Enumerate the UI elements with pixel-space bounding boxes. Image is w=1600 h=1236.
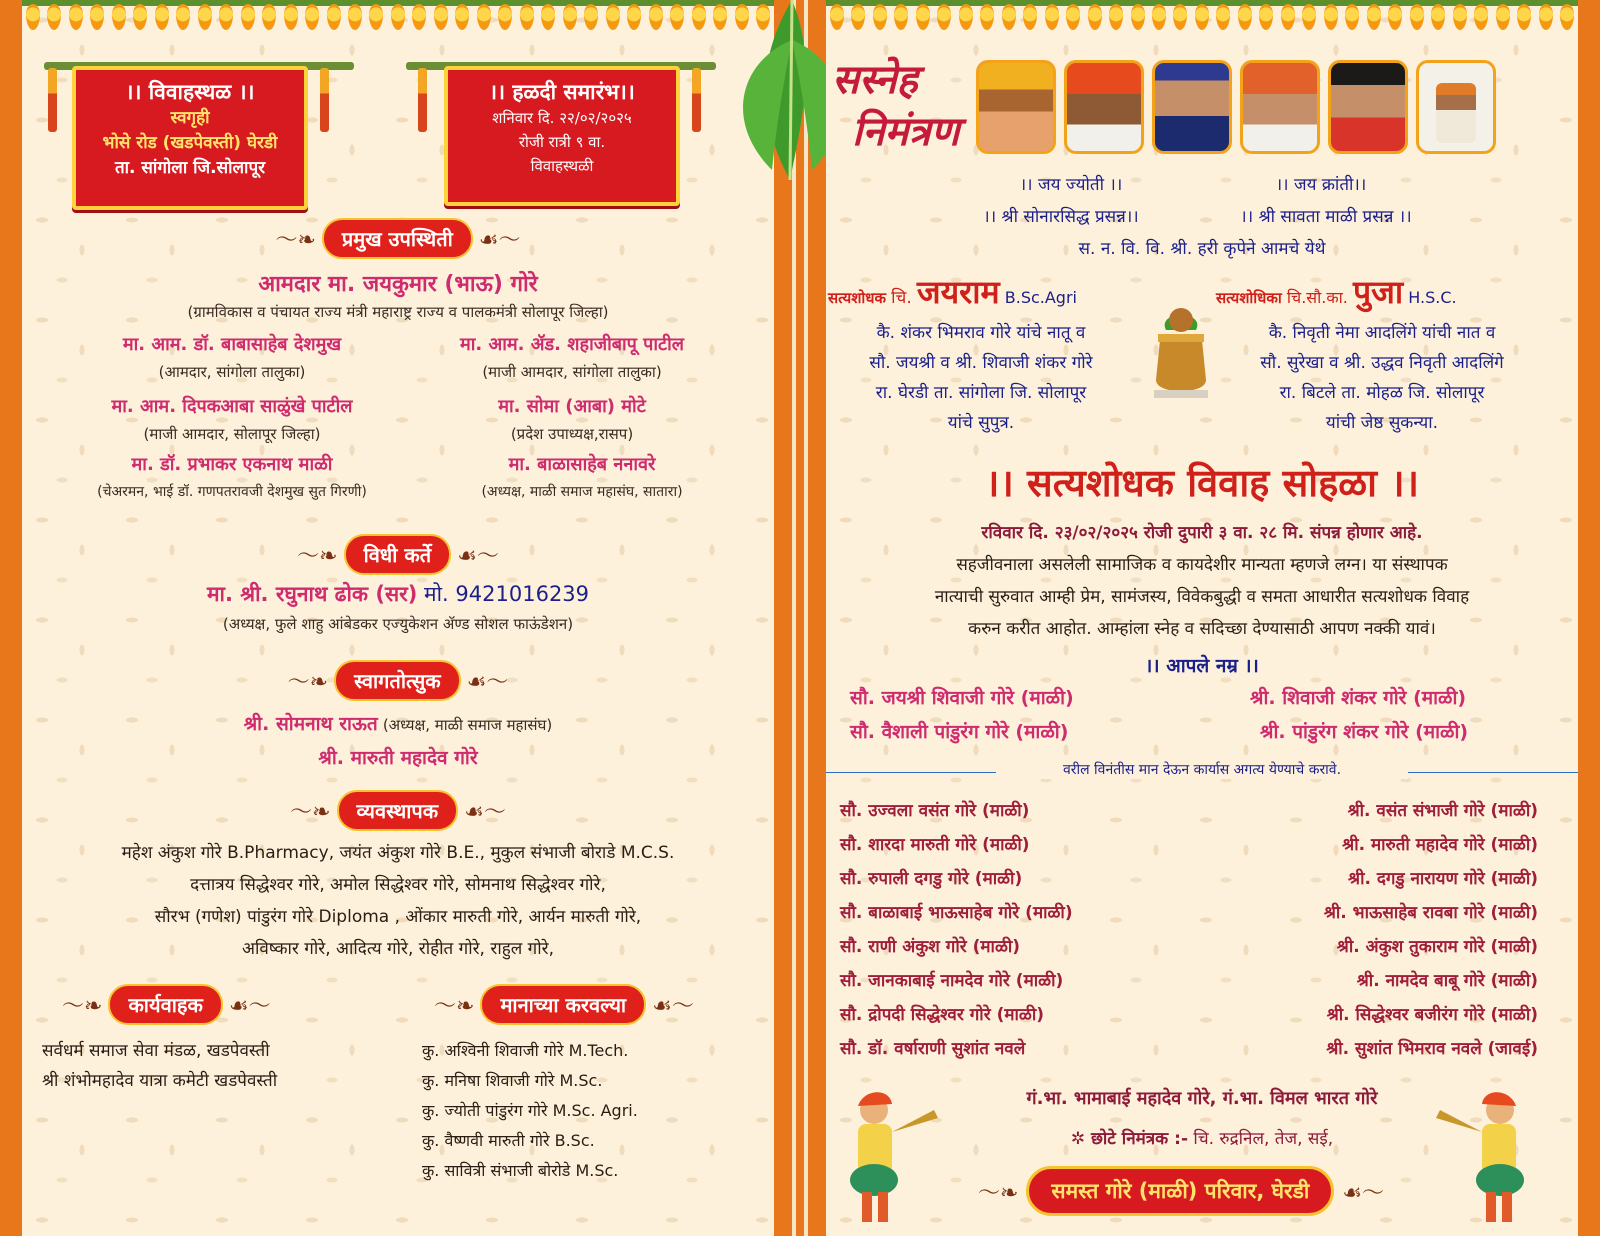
guest-name: मा. बाळासाहेब ननावरे: [508, 454, 656, 475]
mobile-number: 9421016239: [455, 582, 590, 606]
portrait-icon: [976, 60, 1056, 154]
guest-desc: (आमदार, सांगोला तालुका): [158, 363, 306, 381]
portrait-icon: [1328, 60, 1408, 154]
flourish-icon: ☙〜: [464, 800, 506, 825]
sasneh-nimantran-title: [826, 44, 996, 164]
flourish-icon: 〜❧: [434, 994, 475, 1019]
guest-name: मा. आम. ॲड. शहाजीबापू पाटील: [459, 334, 684, 355]
bride-chi: चि.सौ.का.: [1286, 288, 1348, 307]
vidhi-line: [22, 580, 774, 608]
groom-line: यांचे सुपुत्र.: [947, 413, 1015, 433]
marigold-garland: [22, 0, 774, 32]
guest-name: मा. डॉ. प्रभाकर एकनाथ माळी: [131, 454, 333, 475]
list-item: श्री. भाऊसाहेब रावबा गोरे (माळी): [1323, 903, 1538, 923]
flourish-icon: ☙〜: [478, 228, 521, 253]
tassel-icon: [320, 68, 329, 132]
groom-details: [826, 318, 1136, 438]
invocation-line: ।। श्री सोनारसिद्ध प्रसन्न।।: [983, 207, 1139, 227]
closing-family: समस्त गोरे (माळी) परिवार, घेरडी: [1026, 1166, 1334, 1216]
manachya-list: [422, 1036, 752, 1186]
list-item: श्री. सिद्धेश्वर बजीरंग गोरे (माळी): [1326, 1005, 1538, 1025]
namra-name: सौ. वैशाली पांडुरंग गोरे (माळी): [850, 721, 1069, 743]
haldi-line: विवाहस्थळी: [530, 157, 594, 175]
haldi-banner: [444, 66, 680, 206]
para-line: सहजीवनाला असलेली सामाजिक व कायदेशीर मान्यता म्हणजे लग्न। या संस्थापक: [956, 555, 1448, 575]
relatives-left: [840, 794, 1073, 1066]
karyavahak-heading: [62, 984, 271, 1025]
portrait-icon: [1416, 60, 1496, 154]
swagat-line: [22, 710, 774, 736]
chief-guest-desc: (ग्रामविकास व पंचायत राज्य मंत्री महाराष्ट्र राज्य व पालकमंत्री सोलापूर जिल्हा): [187, 303, 609, 321]
list-item: श्री शंभोमहादेव यात्रा कमेटी खडपेवस्ती: [42, 1071, 278, 1091]
bride-prefix: सत्यशोधिका: [1216, 289, 1282, 307]
vidhi-heading: [22, 534, 774, 575]
gbha-line: गं.भा. भामाबाई महादेव गोरे, गं.भा. विमल भारत गोरे: [1026, 1088, 1378, 1109]
bride-line: रा. बिटले ता. मोहळ जि. सोलापूर: [1279, 383, 1485, 403]
karyavahak-list: [42, 1036, 372, 1096]
list-item: सौ. जानकाबाई नामदेव गोरे (माळी): [840, 971, 1064, 991]
flourish-icon: ☙〜: [652, 994, 694, 1019]
haldi-line: रोजी रात्री ९ वा.: [518, 133, 606, 151]
manachya-heading: [434, 984, 694, 1025]
musician-figure-icon: [834, 1080, 944, 1230]
aaple-namra: ।। आपले नम्र ।।: [1145, 655, 1259, 677]
list-item: सौ. बाळाबाई भाऊसाहेब गोरे (माळी): [840, 903, 1073, 923]
left-panel: [22, 0, 774, 1236]
musician-figure-icon: [1430, 1080, 1540, 1230]
bride-name: पुजा: [1352, 273, 1404, 311]
section-heading: प्रमुख उपस्थिती: [322, 218, 473, 259]
bride-line: यांची जेष्ठ सुकन्या.: [1325, 413, 1439, 433]
venue-line: स्वगृही: [170, 108, 210, 128]
flourish-icon: 〜❧: [275, 228, 316, 253]
flourish-icon: 〜❧: [297, 544, 338, 569]
right-panel: [826, 0, 1578, 1236]
vidhi-desc: (अध्यक्ष, फुले शाहु आंबेडकर एज्युकेशन ॲण्ड सोशल फाऊंडेशन): [222, 615, 574, 633]
flourish-icon: 〜❧: [977, 1180, 1019, 1206]
flourish-icon: ☙〜: [1342, 1180, 1385, 1206]
flourish-icon: ☙〜: [228, 994, 271, 1019]
relatives-right: [1324, 794, 1538, 1066]
groom-line: सौ. जयश्री व श्री. शिवाजी शंकर गोरे: [869, 353, 1093, 373]
list-item: कु. सावित्री संभाजी बोरोडे M.Sc.: [422, 1161, 619, 1180]
swagat-desc: (अध्यक्ष, माळी समाज महासंघ): [382, 716, 553, 734]
bride-line: सौ. सुरेखा व श्री. उद्धव निवृती आदलिंगे: [1260, 353, 1504, 373]
chief-guest-name: आमदार मा. जयकुमार (भाऊ) गोरे: [258, 272, 538, 297]
vinanti-line: वरील विनंतीस मान देऊन कार्यास अगत्य येण्याचे करावे.: [996, 760, 1408, 779]
groom-prefix: सत्यशोधक: [828, 289, 887, 307]
groom-heading: [828, 270, 1077, 313]
venue-title: ।। विवाहस्थळ ।।: [125, 80, 255, 104]
tassel-icon: [418, 68, 427, 132]
section-heading: कार्यवाहक: [108, 984, 222, 1025]
section-heading: व्यवस्थापक: [337, 790, 459, 831]
section-heading: स्वागतोत्सुक: [334, 660, 461, 701]
vyavastha-line: दत्तात्रय सिद्धेश्वर गोरे, अमोल सिद्धेश्वर गोरे, सोमनाथ सिद्धेश्वर गोरे,: [190, 875, 606, 895]
list-item: श्री. नामदेव बाबू गोरे (माळी): [1356, 971, 1538, 991]
bride-heading: [1216, 270, 1457, 313]
list-item: श्री. अंकुश तुकाराम गोरे (माळी): [1336, 937, 1538, 957]
list-item: सौ. द्रोपदी सिद्धेश्वर गोरे (माळी): [840, 1005, 1045, 1025]
swagat-heading: [22, 660, 774, 701]
portrait-icon: [1152, 60, 1232, 154]
chhote-names: चि. रुद्रनिल, तेज, सई,: [1193, 1129, 1334, 1149]
namra-name: श्री. पांडुरंग शंकर गोरे (माळी): [1260, 721, 1469, 743]
portrait-icon: [1064, 60, 1144, 154]
flourish-icon: ☙〜: [466, 670, 509, 695]
portrait-icon: [1240, 60, 1320, 154]
list-item: सौ. राणी अंकुश गोरे (माळी): [840, 937, 1021, 957]
chhote-label: ✲ छोटे निमंत्रक :-: [1070, 1129, 1189, 1149]
list-item: कु. अश्विनी शिवाजी गोरे M.Tech.: [422, 1041, 629, 1060]
guest-desc: (अध्यक्ष, माळी समाज महासंघ, सातारा): [481, 484, 683, 500]
guest-name: मा. आम. डॉ. बाबासाहेब देशमुख: [122, 334, 342, 355]
bride-degree: H.S.C.: [1408, 288, 1457, 307]
section-heading: विधी कर्ते: [344, 534, 452, 575]
flourish-icon: 〜❧: [287, 670, 329, 695]
flourish-icon: 〜❧: [290, 800, 331, 825]
guest-desc: (माजी आमदार, सांगोला तालुका): [482, 363, 662, 381]
guest-desc: (प्रदेश उपाध्यक्ष,रासप): [510, 425, 634, 443]
invocation-line: ।। जय ज्योती ।।: [1019, 175, 1123, 195]
guest-desc: (माजी आमदार, सोलापूर जिल्हा): [143, 425, 321, 443]
list-item: सौ. रुपाली दगडु गोरे (माळी): [840, 869, 1023, 889]
guest-desc: (चेअरमन, भाई डॉ. गणपतरावजी देशमुख सुत गिरणी): [97, 484, 367, 500]
list-item: सौ. उज्वला वसंत गोरे (माळी): [840, 801, 1030, 821]
venue-line: भोसे रोड (खडपेवस्ती) घेरडी: [102, 133, 278, 153]
namra-name: श्री. शिवाजी शंकर गोरे (माळी): [1250, 687, 1467, 709]
guest-name: मा. आम. दिपकआबा साळुंखे पाटील: [111, 396, 353, 417]
pramukh-heading: [22, 218, 774, 259]
list-item: श्री. वसंत संभाजी गोरे (माळी): [1347, 801, 1538, 821]
haldi-title: ।। हळदी समारंभ।।: [489, 80, 635, 104]
para-line: करुन करीत आहोत. आम्हांला स्नेह व सदिच्छा देण्यासाठी आपण नक्की यावं।: [968, 619, 1436, 639]
groom-degree: B.Sc.Agri: [1004, 288, 1077, 307]
guest-name: मा. सोमा (आबा) मोटे: [498, 396, 646, 417]
bride-details: [1212, 318, 1552, 438]
namra-name: सौ. जयश्री शिवाजी गोरे (माळी): [850, 687, 1074, 709]
title-word: निमंत्रण: [852, 108, 960, 155]
swagat-name: श्री. सोमनाथ राऊत: [243, 713, 378, 735]
list-item: कु. वैष्णवी मारुती गोरे B.Sc.: [422, 1131, 595, 1150]
date-line: रविवार दि. २३/०२/२०२५ रोजी दुपारी ३ वा. २८ मि. संपन्न होणार आहे.: [981, 523, 1423, 543]
flourish-icon: 〜❧: [62, 994, 103, 1019]
list-item: श्री. मारुती महादेव गोरे (माळी): [1342, 835, 1538, 855]
venue-banner: [72, 66, 308, 210]
bride-line: कै. निवृती नेमा आदलिंगे यांची नात व: [1268, 323, 1496, 343]
invocation-line: ।। श्री सावता माळी प्रसन्न ।।: [1240, 207, 1412, 227]
list-item: श्री. दगडु नारायण गोरे (माळी): [1348, 869, 1538, 889]
list-item: श्री. सुशांत भिमराव नवले (जावई): [1326, 1039, 1538, 1059]
left-border: [0, 0, 22, 1236]
kalash-icon: [1146, 300, 1216, 400]
para-line: नात्याची सुरुवात आम्ही प्रेम, सामंजस्य, विवेकबुद्धी व समता आधारीत सत्यशोधक विवाह: [934, 587, 1470, 607]
list-item: सर्वधर्म समाज सेवा मंडळ, खडपेवस्ती: [42, 1041, 270, 1061]
sohala-title: ।। सत्यशोधक विवाह सोहळा ।।: [984, 461, 1420, 505]
right-border: [1578, 0, 1600, 1236]
vidhi-name: मा. श्री. रघुनाथ ढोक (सर): [206, 582, 418, 606]
mobile-label: मो.: [424, 582, 449, 606]
venue-line: ता. सांगोला जि.सोलापूर: [114, 158, 266, 178]
list-item: कु. ज्योती पांडुरंग गोरे M.Sc. Agri.: [422, 1101, 638, 1120]
invocation-line: स. न. वि. वि. श्री. हरी कृपेने आमचे येथे: [1078, 239, 1326, 259]
list-item: सौ. शारदा मारुती गोरे (माळी): [840, 835, 1030, 855]
tassel-icon: [48, 68, 57, 132]
marigold-garland: [826, 0, 1578, 32]
groom-line: कै. शंकर भिमराव गोरे यांचे नातू व: [876, 323, 1086, 343]
swagat-name-2: श्री. मारुती महादेव गोरे: [318, 747, 478, 769]
vyavastha-line: महेश अंकुश गोरे B.Pharmacy, जयंत अंकुश गोरे B.E., मुकुल संभाजी बोराडे M.C.S.: [121, 843, 675, 863]
vyavastha-line: अविष्कार गोरे, आदित्य गोरे, रोहीत गोरे, राहुल गोरे,: [241, 939, 555, 959]
closing-banner: [946, 1166, 1416, 1216]
flourish-icon: ☙〜: [457, 544, 499, 569]
haldi-line: शनिवार दि. २२/०२/२०२५: [492, 109, 632, 127]
tassel-icon: [692, 68, 701, 132]
groom-line: रा. घेरडी ता. सांगोला जि. सोलापूर: [875, 383, 1087, 403]
list-item: सौ. डॉ. वर्षाराणी सुशांत नवले: [840, 1039, 1026, 1059]
groom-chi: चि.: [891, 288, 912, 308]
groom-name: जयराम: [916, 273, 1000, 311]
vyavastha-line: सौरभ (गणेश) पांडुरंग गोरे Diploma , ओंकार मारुती गोरे, आर्यन मारुती गोरे,: [154, 907, 642, 927]
vyavastha-heading: [22, 790, 774, 831]
section-heading: मानाच्या करवल्या: [480, 984, 646, 1025]
title-word: सस्नेह: [832, 56, 918, 103]
invocation-line: ।। जय क्रांती।।: [1275, 175, 1367, 195]
list-item: कु. मनिषा शिवाजी गोरे M.Sc.: [422, 1071, 603, 1090]
